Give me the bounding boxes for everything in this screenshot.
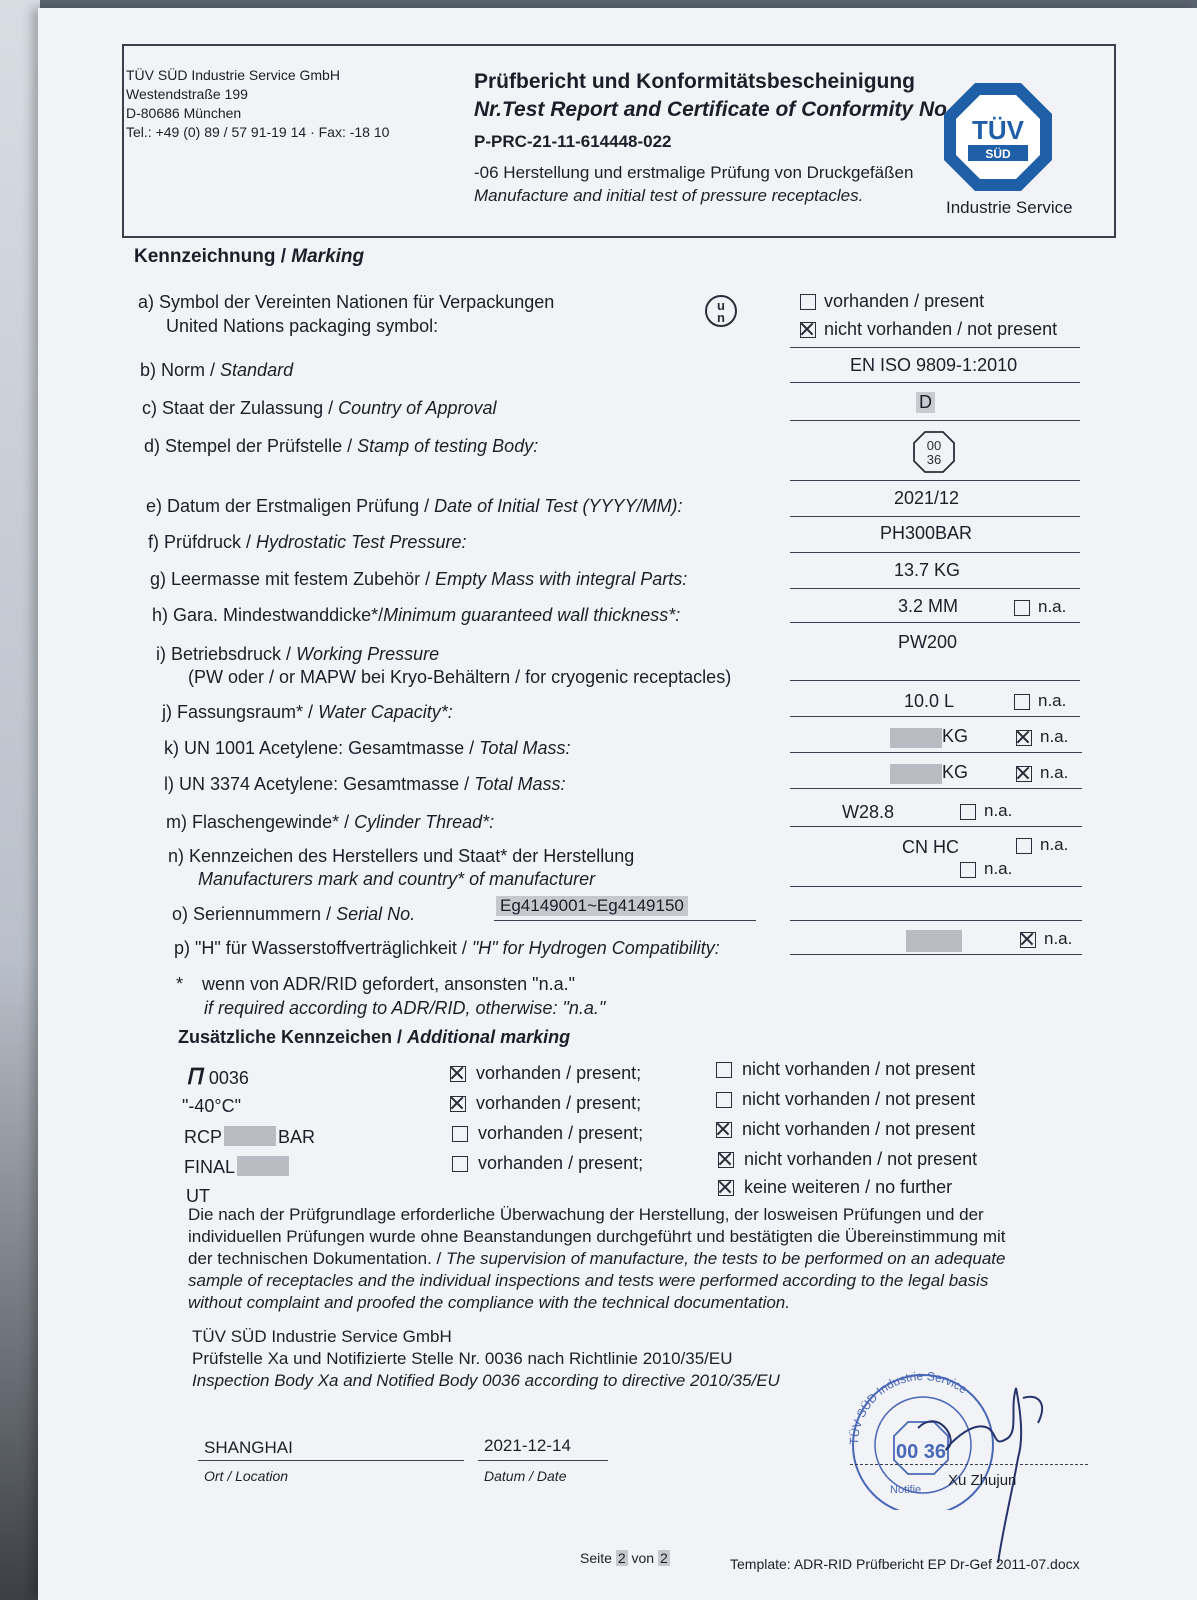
rcp-not-present-checkbox[interactable] (716, 1122, 732, 1138)
rule (790, 788, 1082, 789)
redacted-value (906, 930, 962, 952)
redacted-value (224, 1126, 276, 1146)
inspection-body: TÜV SÜD Industrie Service GmbH Prüfstelle Xa und Notifizierte Stelle Nr. 0036 nach Richtlinie 2010/35/EU Inspection Body Xa and Notified Body 0036 according to directive 2010/35/EU (192, 1327, 780, 1390)
working-pressure-value: PW200 (898, 632, 958, 652)
no-further-label: keine weiteren / no further (744, 1177, 953, 1197)
item-i-sublabel: (PW oder / or MAPW bei Kryo-Behältern / for cryogenic receptacles) (188, 667, 732, 687)
footnote-en: if required according to ADR/RID, otherwise: "n.a." (204, 998, 606, 1018)
location-label: Ort / Location (204, 1468, 289, 1484)
0036-present-checkbox[interactable] (450, 1066, 466, 1082)
logo-subtext: SÜD (985, 147, 1011, 161)
marking-heading: Kennzeichnung / Marking (134, 246, 365, 267)
total-mass-1001-na-checkbox[interactable] (1016, 730, 1032, 746)
rule (850, 1464, 1088, 1465)
footnote-de: wenn von ADR/RID gefordert, ansonsten "n.a." (202, 974, 575, 994)
svg-text:00: 00 (926, 438, 942, 453)
wall-thickness-na-checkbox[interactable] (1014, 600, 1030, 616)
manufacturer-country-na-label: n.a. (984, 859, 1013, 878)
logo-text: TÜV (972, 115, 1024, 145)
page-edge-background (0, 0, 40, 1600)
testing-body-stamp-icon (912, 430, 956, 474)
manufacturer-mark-na-label: n.a. (1040, 835, 1069, 854)
water-capacity-na-label: n.a. (1038, 691, 1067, 710)
item-c-label: c) Staat der Zulassung / Country of Approval (142, 398, 497, 418)
final-not-present-label: nicht vorhanden / not present (744, 1149, 978, 1169)
empty-mass-value: 13.7 KG (894, 560, 961, 580)
rule (790, 920, 1082, 921)
test-pressure-value: PH300BAR (880, 523, 973, 543)
additional-row-final: FINAL (184, 1156, 289, 1178)
item-o-label: o) Seriennummern / Serial No. (172, 904, 416, 924)
date-label: Datum / Date (484, 1468, 567, 1484)
initial-test-date-value: 2021/12 (894, 488, 960, 508)
0036-not-present-label: nicht vorhanden / not present (742, 1059, 976, 1079)
rule (494, 920, 756, 921)
signer-name: Xu Zhujun (948, 1472, 1017, 1489)
item-e-label: e) Datum der Erstmaligen Prüfung / Date of Initial Test (YYYY/MM): (146, 496, 683, 516)
rule (790, 752, 1082, 753)
company-phone: Tel.: +49 (0) 89 / 57 91-19 14 · Fax: -18 10 (126, 124, 390, 140)
rule (790, 480, 1080, 481)
item-i-label: i) Betriebsdruck / Working Pressure (156, 644, 440, 664)
compliance-statement: Die nach der Prüfgrundlage erforderliche Überwachung der Herstellung, der losweisen Prüfungen und der individuellen Prüfungen wurde ohne Beanstandungen durchgeführt und bestätigten die Übereinstimmung mit der technischen Dokumentation. / The supervision of manufacture, the tests to be performed on an adequate sample of receptacles and the individual inspections and tests were performed according to the legal basis without complaint and proofed the compliance with the technical documentation. (188, 1205, 1006, 1312)
rule (790, 886, 1082, 887)
un-packaging-symbol-icon (704, 294, 738, 328)
scope-de: -06 Herstellung und erstmalige Prüfung von Druckgefäßen (474, 163, 914, 182)
certificate-sheet (38, 8, 1197, 1600)
total-mass-1001-na-label: n.a. (1040, 727, 1069, 746)
total-mass-1001-unit: KG (942, 726, 969, 746)
country-value: D (916, 392, 935, 413)
redacted-value (890, 728, 942, 748)
standard-value: EN ISO 9809-1:2010 (850, 355, 1018, 375)
item-n-label: n) Kennzeichen des Herstellers und Staat* der Herstellung (168, 846, 635, 866)
rule (790, 716, 1080, 717)
manufacturer-mark-na-checkbox[interactable] (1016, 838, 1032, 854)
minus40-not-present-checkbox[interactable] (716, 1092, 732, 1108)
item-n-label-en: Manufacturers mark and country* of manufacturer (198, 869, 596, 889)
svg-text:TÜV SÜD Industrie Service: TÜV SÜD Industrie Service (846, 1368, 970, 1446)
cylinder-thread-value: W28.8 (842, 802, 895, 822)
item-b-label: b) Norm / Standard (140, 360, 294, 380)
rule (790, 588, 1080, 589)
item-k-label: k) UN 1001 Acetylene: Gesamtmasse / Total Mass: (164, 738, 571, 758)
item-p-label: p) "H" für Wasserstoffverträglichkeit / "H" for Hydrogen Compatibility: (174, 938, 720, 958)
final-present-checkbox[interactable] (452, 1156, 468, 1172)
total-mass-3374-na-label: n.a. (1040, 763, 1069, 782)
additional-row-ut: UT (186, 1186, 210, 1206)
cylinder-thread-na-checkbox[interactable] (960, 804, 976, 820)
redacted-value (237, 1156, 289, 1176)
cylinder-thread-na-label: n.a. (984, 801, 1013, 820)
rule (790, 622, 1080, 623)
svg-text:n: n (717, 310, 725, 325)
footnote-star: * (176, 974, 184, 994)
item-h-label: h) Gara. Mindestwanddicke*/Minimum guaranteed wall thickness*: (152, 605, 681, 625)
pi-symbol-icon: 𝛱 (188, 1064, 204, 1089)
company-name: TÜV SÜD Industrie Service GmbH (126, 67, 340, 83)
final-not-present-checkbox[interactable] (718, 1152, 734, 1168)
rule (198, 1460, 464, 1461)
additional-row-minus40: "-40°C" (182, 1096, 241, 1116)
scope-en: Manufacture and initial test of pressure receptacles. (474, 186, 864, 205)
item-g-label: g) Leermasse mit festem Zubehör / Empty Mass with integral Parts: (150, 569, 688, 589)
additional-row-rcp: RCP BAR (184, 1127, 316, 1147)
report-number: P-PRC-21-11-614448-022 (474, 132, 672, 151)
rule (790, 347, 1080, 348)
un-symbol-not-present-checkbox[interactable] (800, 322, 816, 338)
total-mass-3374-na-checkbox[interactable] (1016, 766, 1032, 782)
page-number: Seite 2 von 2 (580, 1550, 668, 1566)
item-l-label: l) UN 3374 Acetylene: Gesamtmasse / Total Mass: (164, 774, 566, 794)
rule (478, 1460, 608, 1461)
svg-text:36: 36 (926, 452, 942, 467)
un-symbol-not-present-label: nicht vorhanden / not present (824, 319, 1058, 339)
item-a-label: a) Symbol der Vereinten Nationen für Verpackungen (138, 292, 555, 312)
logo-caption: Industrie Service (946, 198, 1073, 217)
item-j-label: j) Fassungsraum* / Water Capacity*: (162, 702, 453, 722)
rcp-present-checkbox[interactable] (452, 1126, 468, 1142)
item-m-label: m) Flaschengewinde* / Cylinder Thread*: (166, 812, 495, 832)
date-value: 2021-12-14 (484, 1436, 571, 1455)
company-street: Westendstraße 199 (126, 86, 248, 102)
item-a-label-en: United Nations packaging symbol: (166, 316, 439, 336)
manufacturer-mark-value: CN HC (902, 837, 959, 857)
title-de: Prüfbericht und Konformitätsbescheinigung (474, 70, 916, 93)
minus40-present-checkbox[interactable] (450, 1096, 466, 1112)
rule (790, 954, 1082, 955)
un-symbol-present-checkbox[interactable] (800, 294, 816, 310)
water-capacity-value: 10.0 L (904, 691, 955, 711)
manufacturer-country-na-checkbox[interactable] (960, 862, 976, 878)
un-symbol-present-label: vorhanden / present (824, 291, 985, 311)
rule (790, 516, 1080, 517)
redacted-value (890, 764, 942, 784)
final-present-label: vorhanden / present; (478, 1153, 644, 1173)
rule (790, 826, 1082, 827)
additional-marking-heading: Zusätzliche Kennzeichen / Additional marking (178, 1027, 571, 1047)
template-name: Template: ADR-RID Prüfbericht EP Dr-Gef 2011-07.docx (730, 1556, 1080, 1572)
item-f-label: f) Prüfdruck / Hydrostatic Test Pressure: (148, 532, 467, 552)
0036-not-present-checkbox[interactable] (716, 1062, 732, 1078)
tuv-logo-icon (942, 81, 1054, 193)
company-city: D-80686 München (126, 105, 242, 121)
minus40-not-present-label: nicht vorhanden / not present (742, 1089, 976, 1109)
rule (790, 382, 1080, 383)
no-further-checkbox[interactable] (718, 1180, 734, 1196)
svg-text:00 36: 00 36 (895, 1441, 947, 1463)
rcp-not-present-label: nicht vorhanden / not present (742, 1119, 976, 1139)
company-address (126, 66, 389, 142)
hydrogen-na-label: n.a. (1044, 929, 1073, 948)
total-mass-3374-unit: KG (942, 762, 969, 782)
rule (790, 552, 1080, 553)
additional-row-0036: 𝛱 0036 (188, 1064, 249, 1089)
minus40-present-label: vorhanden / present; (476, 1093, 642, 1113)
handwritten-signature-icon (895, 1368, 1058, 1568)
rule (790, 420, 1080, 421)
rule (790, 680, 1080, 681)
serial-number-value: Eg4149001~Eg4149150 (496, 896, 688, 916)
title-en: Nr.Test Report and Certificate of Conformity No (474, 98, 947, 121)
svg-text:Notifie: Notifie (890, 1484, 922, 1496)
hydrogen-na-checkbox[interactable] (1020, 932, 1036, 948)
water-capacity-na-checkbox[interactable] (1014, 694, 1030, 710)
0036-present-label: vorhanden / present; (476, 1063, 642, 1083)
wall-thickness-na-label: n.a. (1038, 597, 1067, 616)
location-value: SHANGHAI (204, 1438, 293, 1457)
item-d-label: d) Stempel der Prüfstelle / Stamp of testing Body: (144, 436, 539, 456)
wall-thickness-value: 3.2 MM (898, 596, 959, 616)
rcp-present-label: vorhanden / present; (478, 1123, 644, 1143)
svg-text:u: u (717, 298, 725, 313)
